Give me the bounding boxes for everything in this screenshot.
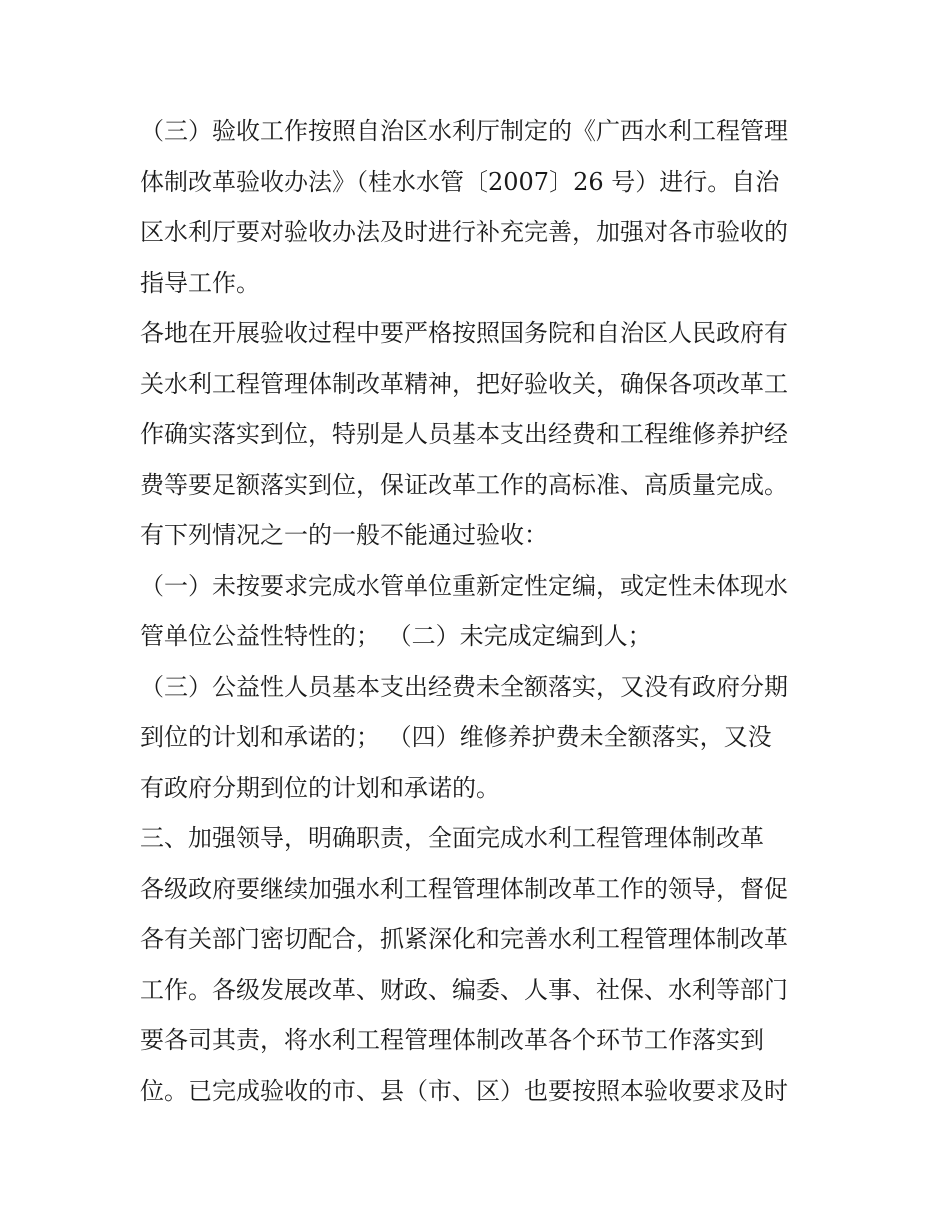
text-line: 工作。各级发展改革、财政、编委、人事、社保、水利等部门 [140,975,788,1004]
text-line: 各级政府要继续加强水利工程管理体制改革工作的领导，督促 [140,874,788,903]
text-line: 体制改革验收办法》（桂水水管〔2007〕26 号）进行。自治 [140,167,780,196]
text-line: 指导工作。 [140,268,260,297]
text-line: 到位的计划和承诺的； （四）维修养护费未全额落实，又没 [140,723,772,751]
text-line: 区水利厅要对验收办法及时进行补充完善，加强对各市验收的 [140,218,788,246]
text-line: 各有关部门密切配合，抓紧深化和完善水利工程管理体制改革 [140,925,788,953]
text-line: 要各司其责，将水利工程管理体制改革各个环节工作落实到 [140,1026,764,1054]
text-line: 有政府分期到位的计划和承诺的。 [140,773,500,802]
text-line: 管单位公益性特性的； （二）未完成定编到人； [140,622,652,650]
text-line: 费等要足额落实到位，保证改革工作的高标准、高质量完成。 [140,470,788,499]
text-line: （三）公益性人员基本支出经费未全额落实，又没有政府分期 [140,672,788,701]
text-line: （一）未按要求完成水管单位重新定性定编，或定性未体现水 [140,571,788,600]
text-line: 有下列情况之一的一般不能通过验收： [140,521,548,549]
text-line: 各地在开展验收过程中要严格按照国务院和自治区人民政府有 [140,319,788,347]
text-line: 关水利工程管理体制改革精神，把好验收关，确保各项改革工 [140,369,788,398]
text-line: 作确实落实到位，特别是人员基本支出经费和工程维修养护经 [140,420,788,448]
text-line: （三）验收工作按照自治区水利厅制定的《广西水利工程管理 [140,117,788,145]
text-line: 位。已完成验收的市、县（市、区）也要按照本验收要求及时 [140,1076,788,1105]
section-heading: 三、加强领导，明确职责，全面完成水利工程管理体制改革 [140,824,764,852]
document-body [140,106,820,1116]
